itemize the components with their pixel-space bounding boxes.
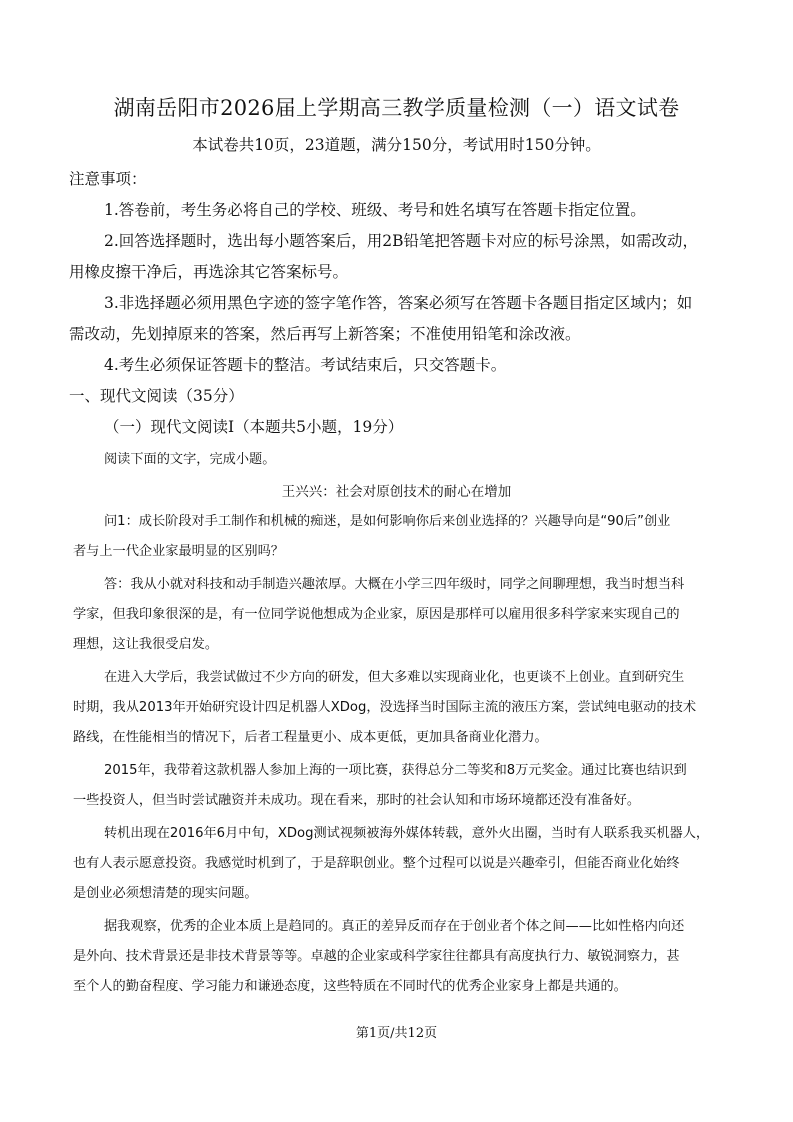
notice-item-2-line-1: 2.回答选择题时，选出每小题答案后，用2B铅笔把答题卡对应的标号涂黑，如需改动， [104, 232, 699, 250]
page-title: 湖南岳阳市2026届上学期高三教学质量检测（一）语文试卷 [113, 96, 680, 120]
answer-1-line-2: 学家，但我印象很深的是，有一位同学说他想成为企业家，原因是那样可以雇用很多科学家来实现自己的 [73, 607, 680, 622]
answer-1-line-1: 答：我从小就对科技和动手制造兴趣浓厚。大概在小学三四年级时，同学之间聊理想，我当时想当科 [104, 577, 685, 592]
notice-item-2-line-2: 用橡皮擦干净后，再选涂其它答案标号。 [69, 263, 349, 281]
reading-instruction: 阅读下面的文字，完成小题。 [104, 452, 276, 467]
exam-info: 本试卷共10页，23道题，满分150分，考试用时150分钟。 [192, 136, 601, 154]
question-1-line-1: 问1：成长阶段对手工制作和机械的痴迷，是如何影响你后来创业选择的？兴趣导向是“90后”创业 [104, 514, 671, 529]
question-1-line-2: 者与上一代企业家最明显的区别吗？ [73, 544, 284, 559]
section-heading: 一、现代文阅读（35分） [69, 387, 244, 405]
notice-item-3-line-1: 3.非选择题必须用黑色字迹的签字笔作答，答案必须写在答题卡各题目指定区域内；如 [104, 294, 693, 312]
paragraph-4-line-1: 转机出现在2016年6月中旬，XDog测试视频被海外媒体转载，意外火出圈，当时有人联系我买机器人， [104, 826, 710, 841]
page-number: 第1页/共12页 [355, 1026, 438, 1041]
paragraph-4-line-3: 是创业必须想清楚的现实问题。 [73, 886, 258, 901]
subsection-heading: （一）现代文阅读Ⅰ（本题共5小题，19分） [104, 418, 404, 436]
paragraph-4-line-2: 也有人表示愿意投资。我感觉时机到了，于是辞职创业。整个过程可以说是兴趣牵引，但能否商业化始终 [73, 856, 680, 871]
paragraph-5-line-3: 至个人的勤奋程度、学习能力和谦逊态度，这些特质在不同时代的优秀企业家身上都是共通的。 [73, 979, 627, 994]
paragraph-5-line-2: 是外向、技术背景还是非技术背景等等。卓越的企业家或科学家往往都具有高度执行力、敏锐洞察力，甚 [73, 949, 680, 964]
paragraph-5-line-1: 据我观察，优秀的企业本质上是趋同的。真正的差异反而存在于创业者个体之间——比如性格内向还 [104, 919, 685, 934]
answer-1-line-3: 理想，这让我很受启发。 [73, 637, 219, 652]
notice-item-1: 1.答卷前，考生务必将自己的学校、班级、考号和姓名填写在答题卡指定位置。 [104, 201, 646, 219]
paragraph-2-line-3: 路线，在性能相当的情况下，后者工程量更小、成本更低，更加具备商业化潜力。 [73, 730, 548, 745]
article-title: 王兴兴：社会对原创技术的耐心在增加 [281, 484, 512, 500]
paragraph-2-line-1: 在进入大学后，我尝试做过不少方向的研发，但大多难以实现商业化，也更谈不上创业。直到研究生 [104, 670, 685, 685]
notice-item-3-line-2: 需改动，先划掉原来的答案，然后再写上新答案；不准使用铅笔和涂改液。 [69, 325, 581, 343]
notice-item-4: 4.考生必须保证答题卡的整洁。考试结束后，只交答题卡。 [104, 356, 507, 374]
paragraph-2-line-2: 时期，我从2013年开始研究设计四足机器人XDog，没选择当时国际主流的液压方案，尝试纯电驱动的技术 [73, 700, 697, 715]
paragraph-3-line-1: 2015年，我带着这款机器人参加上海的一项比赛，获得总分二等奖和8万元奖金。通过比赛也结识到 [104, 763, 687, 778]
paragraph-3-line-2: 一些投资人，但当时尝试融资并未成功。现在看来，那时的社会认知和市场环境都还没有准备好。 [73, 793, 641, 808]
notice-heading: 注意事项： [69, 170, 147, 188]
